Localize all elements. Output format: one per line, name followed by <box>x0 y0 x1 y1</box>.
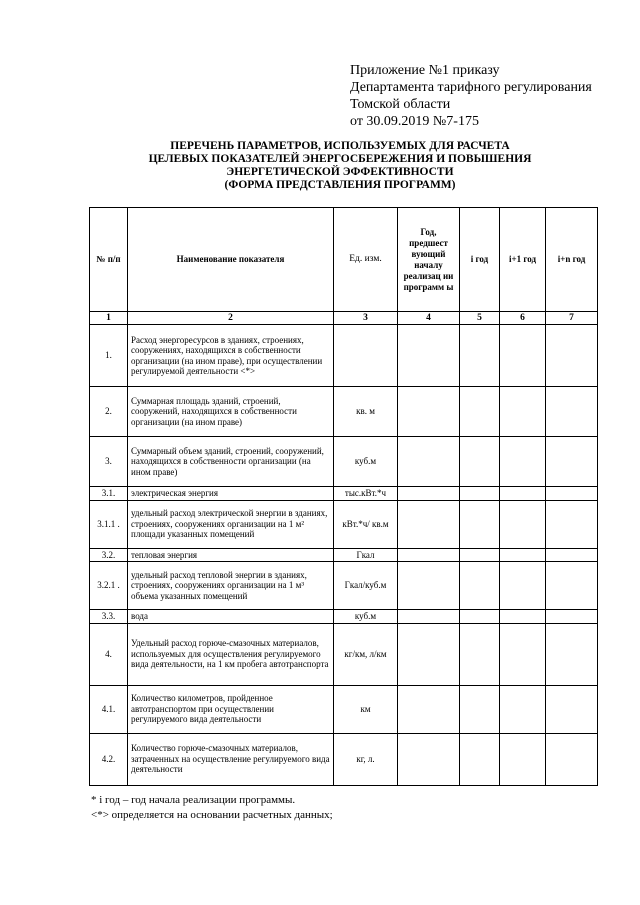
cell-year-in[interactable] <box>546 733 598 785</box>
cell-year-prev[interactable] <box>398 487 460 501</box>
row-num: 4. <box>90 623 128 685</box>
cell-year-i[interactable] <box>460 437 500 487</box>
header-num: № п/п <box>90 208 128 312</box>
column-number: 5 <box>460 312 500 325</box>
cell-year-i1[interactable] <box>500 325 546 387</box>
row-name: Количество горюче-смазочных материалов, затраченных на осуществление регулируемого вида деятельности <box>128 733 334 785</box>
cell-year-i1[interactable] <box>500 610 546 624</box>
row-unit: Гкал/куб.м <box>334 562 398 610</box>
header-name: Наименование показателя <box>128 208 334 312</box>
column-number: 1 <box>90 312 128 325</box>
cell-year-i[interactable] <box>460 562 500 610</box>
table-row <box>90 610 598 624</box>
header-year-prev: Год, предшест вующий началу реализац ии программ ы <box>398 208 460 312</box>
table-row <box>90 733 598 785</box>
row-unit: кг, л. <box>334 733 398 785</box>
row-name: Суммарная площадь зданий, строений, сооружений, находящихся в собственности организации (на ином праве) <box>128 387 334 437</box>
cell-year-i[interactable] <box>460 325 500 387</box>
row-unit: куб.м <box>334 437 398 487</box>
footnote: * i год – год начала реализации программы. <box>91 794 296 806</box>
cell-year-prev[interactable] <box>398 500 460 548</box>
document-title <box>90 140 590 192</box>
row-name: Количество километров, пройденное автотранспортом при осуществлении регулируемого вида деятельности <box>128 685 334 733</box>
row-unit: кв. м <box>334 387 398 437</box>
header-line: Департамента тарифного регулирования <box>350 80 592 95</box>
row-num: 3.1.1 . <box>90 500 128 548</box>
row-unit: кВт.*ч/ кв.м <box>334 500 398 548</box>
cell-year-i[interactable] <box>460 685 500 733</box>
table-row <box>90 500 598 548</box>
cell-year-i1[interactable] <box>500 733 546 785</box>
cell-year-in[interactable] <box>546 562 598 610</box>
cell-year-prev[interactable] <box>398 387 460 437</box>
cell-year-i1[interactable] <box>500 387 546 437</box>
cell-year-i[interactable] <box>460 610 500 624</box>
row-name: электрическая энергия <box>128 487 334 501</box>
column-number: 7 <box>546 312 598 325</box>
cell-year-i[interactable] <box>460 548 500 562</box>
cell-year-prev[interactable] <box>398 685 460 733</box>
footnotes <box>91 793 611 823</box>
column-number: 2 <box>128 312 334 325</box>
header-year-i: i год <box>460 208 500 312</box>
title-line: ПЕРЕЧЕНЬ ПАРАМЕТРОВ, ИСПОЛЬЗУЕМЫХ ДЛЯ РАСЧЕТА <box>170 140 510 152</box>
table-row <box>90 562 598 610</box>
row-num: 3.2.1 . <box>90 562 128 610</box>
cell-year-i[interactable] <box>460 387 500 437</box>
cell-year-prev[interactable] <box>398 610 460 624</box>
title-line: ЭНЕРГЕТИЧЕСКОЙ ЭФФЕКТИВНОСТИ <box>226 166 454 178</box>
cell-year-prev[interactable] <box>398 562 460 610</box>
cell-year-i1[interactable] <box>500 487 546 501</box>
title-line: ЦЕЛЕВЫХ ПОКАЗАТЕЛЕЙ ЭНЕРГОСБЕРЕЖЕНИЯ И ПОВЫШЕНИЯ <box>148 153 532 165</box>
table-row <box>90 685 598 733</box>
cell-year-i1[interactable] <box>500 623 546 685</box>
row-name: тепловая энергия <box>128 548 334 562</box>
row-unit: куб.м <box>334 610 398 624</box>
row-unit <box>334 325 398 387</box>
row-name: удельный расход тепловой энергии в зданиях, строениях, сооружениях организации на 1 м³ объема указанных помещений <box>128 562 334 610</box>
cell-year-i1[interactable] <box>500 562 546 610</box>
row-num: 3.1. <box>90 487 128 501</box>
row-num: 4.1. <box>90 685 128 733</box>
cell-year-i1[interactable] <box>500 548 546 562</box>
column-numbers-row <box>90 312 598 325</box>
table-row <box>90 387 598 437</box>
header-line: Томской области <box>350 97 451 112</box>
cell-year-in[interactable] <box>546 610 598 624</box>
row-name: Удельный расход горюче-смазочных материалов, используемых для осуществления регулируемого вида деятельности, на 1 км пробега автотранспорта <box>128 623 334 685</box>
column-number: 6 <box>500 312 546 325</box>
row-num: 4.2. <box>90 733 128 785</box>
column-number: 4 <box>398 312 460 325</box>
row-unit: кг/км, л/км <box>334 623 398 685</box>
row-unit: тыс.кВт.*ч <box>334 487 398 501</box>
cell-year-i[interactable] <box>460 733 500 785</box>
cell-year-prev[interactable] <box>398 548 460 562</box>
row-num: 1. <box>90 325 128 387</box>
row-name: Суммарный объем зданий, строений, сооружений, находящихся в собственности организации (на ином праве) <box>128 437 334 487</box>
cell-year-in[interactable] <box>546 500 598 548</box>
footnote: <*> определяется на основании расчетных данных; <box>91 809 333 821</box>
row-name: Расход энергоресурсов в зданиях, строениях, сооружениях, находящихся в собственности организации (на ином праве), при осуществлении регулируемой деятельности <*> <box>128 325 334 387</box>
cell-year-in[interactable] <box>546 487 598 501</box>
cell-year-in[interactable] <box>546 325 598 387</box>
cell-year-prev[interactable] <box>398 325 460 387</box>
table-header-row <box>90 208 598 312</box>
cell-year-i[interactable] <box>460 487 500 501</box>
header-year-i1: i+1 год <box>500 208 546 312</box>
row-unit: км <box>334 685 398 733</box>
column-number: 3 <box>334 312 398 325</box>
cell-year-i[interactable] <box>460 623 500 685</box>
header-line: Приложение №1 приказу <box>350 63 500 78</box>
cell-year-prev[interactable] <box>398 437 460 487</box>
table-row <box>90 623 598 685</box>
title-line: (ФОРМА ПРЕДСТАВЛЕНИЯ ПРОГРАММ) <box>224 179 456 191</box>
cell-year-i1[interactable] <box>500 437 546 487</box>
cell-year-in[interactable] <box>546 387 598 437</box>
cell-year-in[interactable] <box>546 437 598 487</box>
cell-year-prev[interactable] <box>398 623 460 685</box>
cell-year-in[interactable] <box>546 548 598 562</box>
cell-year-in[interactable] <box>546 623 598 685</box>
table-row <box>90 487 598 501</box>
cell-year-i1[interactable] <box>500 500 546 548</box>
cell-year-i[interactable] <box>460 500 500 548</box>
header-year-in: i+n год <box>546 208 598 312</box>
cell-year-in[interactable] <box>546 685 598 733</box>
row-name: удельный расход электрической энергии в зданиях, строениях, сооружениях организации на 1 м² площади указанных помещений <box>128 500 334 548</box>
cell-year-prev[interactable] <box>398 733 460 785</box>
row-num: 3.3. <box>90 610 128 624</box>
row-unit: Гкал <box>334 548 398 562</box>
table-row <box>90 325 598 387</box>
row-num: 3. <box>90 437 128 487</box>
table-row <box>90 437 598 487</box>
table-row <box>90 548 598 562</box>
parameters-table <box>89 207 598 786</box>
row-num: 3.2. <box>90 548 128 562</box>
row-num: 2. <box>90 387 128 437</box>
header-line: от 30.09.2019 №7-175 <box>350 114 479 129</box>
order-appendix-header <box>350 62 630 130</box>
header-unit: Ед. изм. <box>334 208 398 312</box>
cell-year-i1[interactable] <box>500 685 546 733</box>
row-name: вода <box>128 610 334 624</box>
